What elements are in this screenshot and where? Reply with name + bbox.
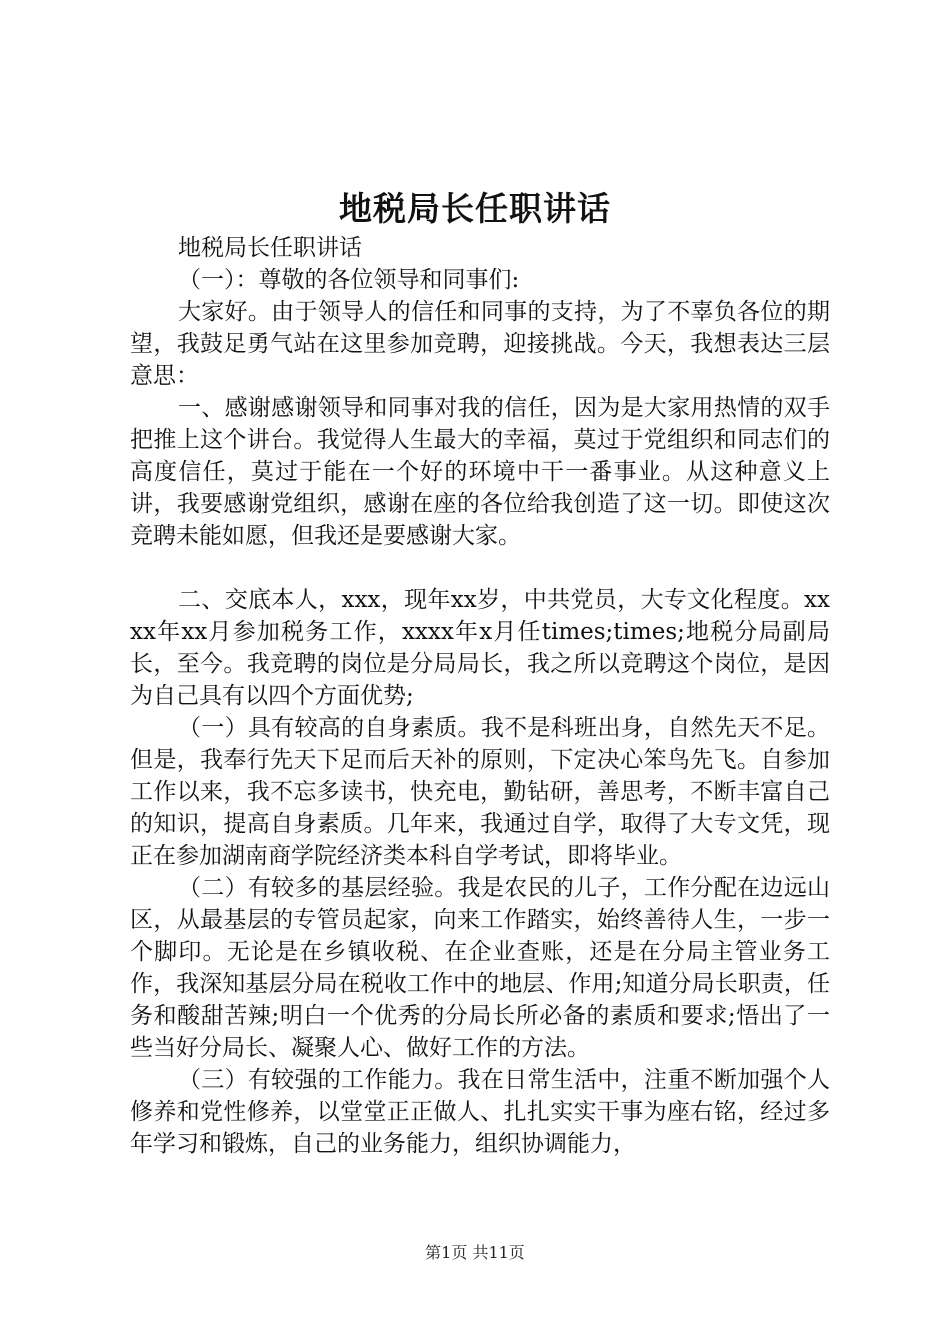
paragraph-advantage-2: （二）有较多的基层经验。我是农民的儿子，工作分配在边远山区，从最基层的专管员起家，向来工作踏实，始终善待人生，一步一个脚印。无论是在乡镇收税、在企业查账，还是在分局主管业务工作，我深知基层分局在税收工作中的地层、作用;知道分局长职责，任务和酸甜苦辣;明白一个优秀的分局长所必备的素质和要求;悟出了一些当好分局长、凝聚人心、做好工作的方法。 [130,875,830,1061]
paragraph-self-introduction: 二、交底本人，xxx，现年xx岁，中共党员，大专文化程度。xxxx年xx月参加税务工作，xxxx年x月任times;times;地税分局副局长，至今。我竞聘的岗位是分局局长，我之所以竞聘这个岗位，是因为自己具有以四个方面优势; [130,587,830,709]
paragraph-advantage-1: （一）具有较高的自身素质。我不是科班出身，自然先天不足。但是，我奉行先天下足而后天补的原则，下定决心笨鸟先飞。自参加工作以来，我不忘多读书，快充电，勤钻研，善思考，不断丰富自己的知识，提高自身素质。几年来，我通过自学，取得了大专文凭，现正在参加湖南商学院经济类本科自学考试，即将毕业。 [130,715,830,869]
paragraph-greeting: 大家好。由于领导人的信任和同事的支持，为了不辜负各位的期望，我鼓足勇气站在这里参加竞聘，迎接挑战。今天，我想表达三层意思： [130,299,830,389]
paragraph-advantage-3: （三）有较强的工作能力。我在日常生活中，注重不断加强个人修养和党性修养，以堂堂正正做人、扎扎实实干事为座右铭，经过多年学习和锻炼，自己的业务能力，组织协调能力， [130,1067,830,1157]
paragraph-salutation: （一）：尊敬的各位领导和同事们: [178,267,520,293]
document-title: 地税局长任职讲话 [339,189,611,228]
paragraph-thanks: 一、感谢感谢领导和同事对我的信任，因为是大家用热情的双手把推上这个讲台。我觉得人生最大的幸福，莫过于党组织和同志们的高度信任，莫过于能在一个好的环境中干一番事业。从这种意义上讲，我要感谢党组织，感谢在座的各位给我创造了这一切。即使这次竞聘未能如愿，但我还是要感谢大家。 [130,395,830,549]
paragraph-subtitle: 地税局长任职讲话 [178,235,362,261]
document-body [130,232,830,1160]
page-number-footer: 第1页 共11页 [425,1243,525,1262]
